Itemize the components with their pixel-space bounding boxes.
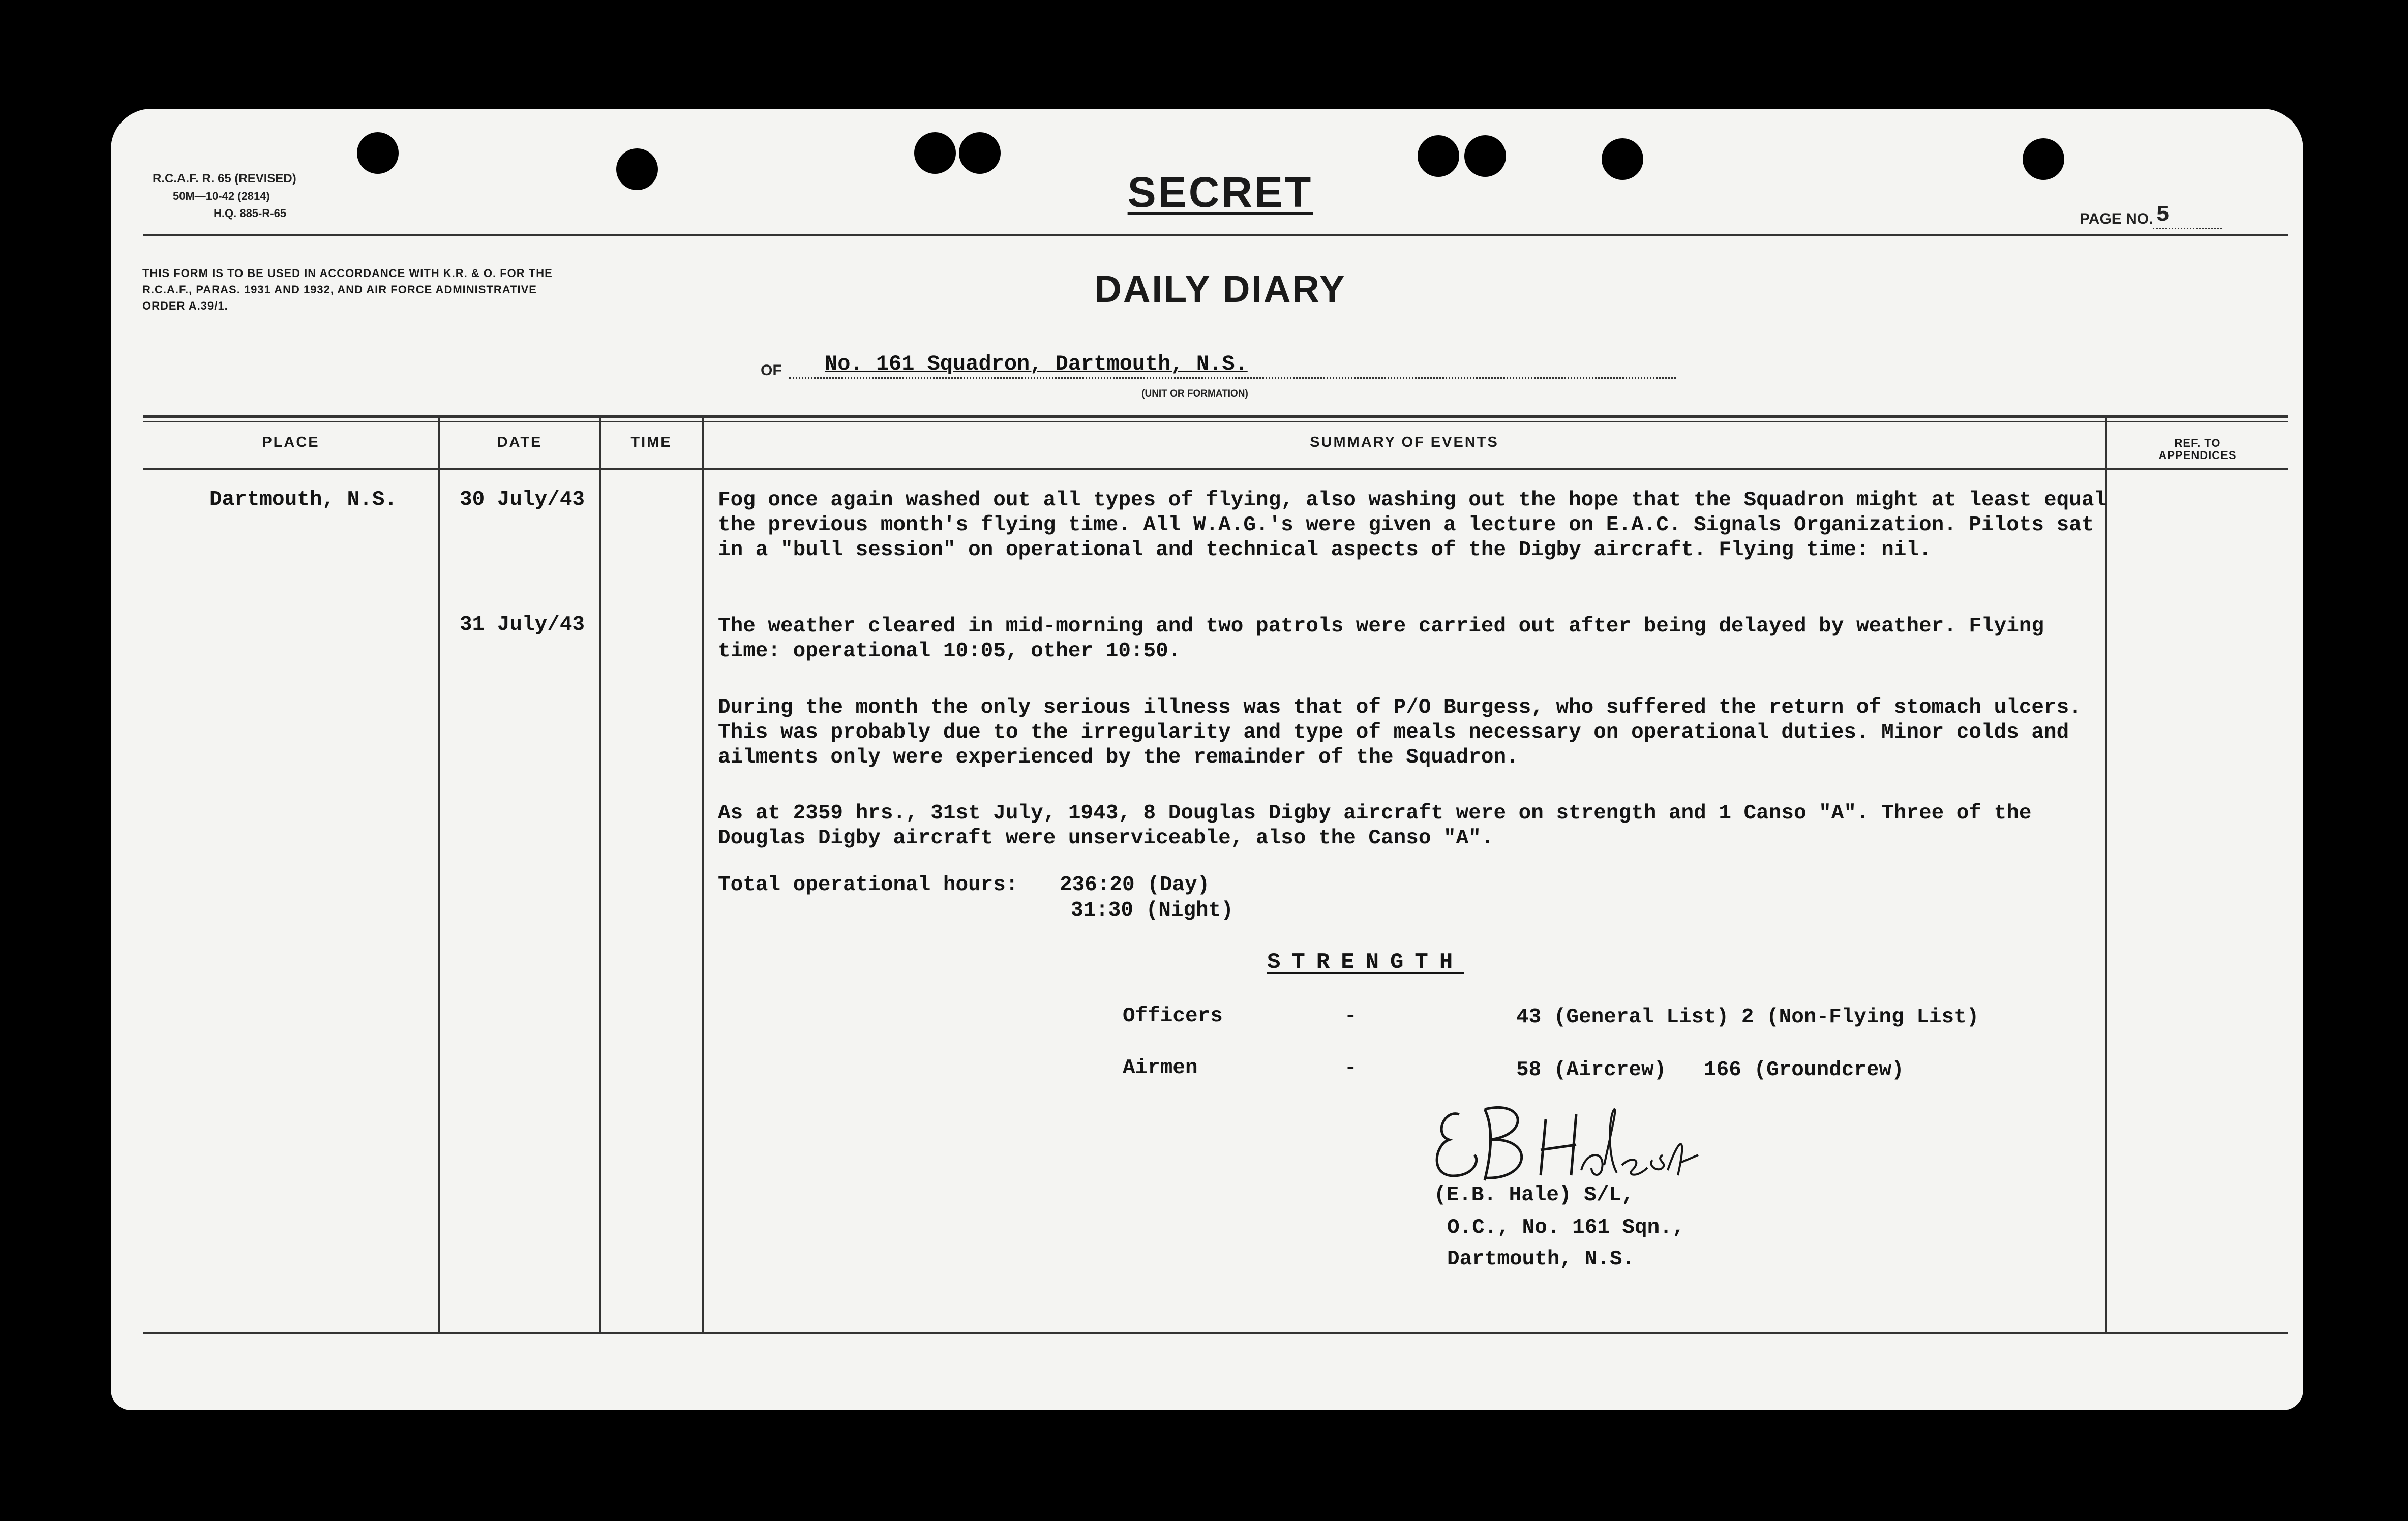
unit-caption: (UNIT OR FORMATION) [1141,388,1248,399]
total-hours-label: Total operational hours: [718,873,1018,897]
airmen-label: Airmen [1123,1056,1198,1080]
officers-value: 43 (General List) 2 (Non-Flying List) [1516,1006,1979,1029]
handwritten-signature [1424,1079,1708,1191]
classification-heading: SECRET [1127,168,1313,216]
punch-hole [1464,135,1506,177]
page-title: DAILY DIARY [1094,268,1346,310]
date-cell: 30 July/43 [460,488,585,511]
column-divider [702,418,704,1333]
header-rule [143,234,2288,236]
summary-paragraph: The weather cleared in mid-morning and two patrols were carried out after being delayed by weather. Flying time: operational 10:05, other 10:50. [718,615,2044,663]
column-header-summary: SUMMARY OF EVENTS [1310,434,1499,450]
form-notice: THIS FORM IS TO BE USED IN ACCORDANCE WITH K.R. & O. FOR THE R.C.A.F., PARAS. 1931 AND 1932, AND AIR FORCE ADMINISTRATIVE ORDER A.39/1. [142,267,553,312]
page-number-label: PAGE NO. [2080,210,2153,227]
total-hours-night: 31:30 (Night) [1071,899,1233,922]
form-ref-line: R.C.A.F. R. 65 (REVISED) [153,172,296,186]
punch-hole [959,132,1001,174]
punch-hole [616,148,658,190]
strength-heading: STRENGTH [1267,950,1464,975]
officers-label: Officers [1123,1005,1223,1028]
signature-name-line: (E.B. Hale) S/L, [1434,1183,1634,1207]
column-header-ref-line: REF. TO [2174,437,2221,449]
place-cell: Dartmouth, N.S. [209,488,398,511]
punch-hole [357,132,399,174]
punch-hole [1418,135,1459,177]
of-label: OF [761,362,782,379]
form-reference [153,170,296,222]
table-bottom-rule [143,1332,2288,1334]
airmen-dash: - [1344,1056,1357,1080]
column-header-ref [2107,437,2288,462]
column-header-place: PLACE [262,434,320,450]
signature-location-line: Dartmouth, N.S. [1447,1248,1635,1271]
date-cell: 31 July/43 [460,613,585,636]
table-top-rule [143,415,2288,418]
column-divider [599,418,601,1333]
officers-dash: - [1344,1005,1357,1028]
summary-paragraph: As at 2359 hrs., 31st July, 1943, 8 Douglas Digby aircraft were on strength and 1 Canso "A". Three of the Douglas Digby aircraft were unserviceable, also the Canso "A". [718,802,2032,850]
column-header-time: TIME [630,434,672,450]
column-header-ref-line: APPENDICES [2158,449,2237,462]
form-ref-line: H.Q. 885-R-65 [214,207,287,220]
column-divider [438,418,440,1333]
total-hours-day: 236:20 (Day) [1060,873,1210,897]
unit-field: No. 161 Squadron, Dartmouth, N.S. [789,351,1676,379]
page-number-field [2080,202,2222,232]
page-number-value: 5 [2153,202,2222,229]
summary-paragraph: During the month the only serious illness was that of P/O Burgess, who suffered the return of stomach ulcers. This was probably due to the irregularity and type of meals necessary on operational duties. Minor colds and ailments only were experienced by the remainder of the Squadron. [718,696,2082,769]
table-top-rule-second [143,421,2288,422]
signature-role-line: O.C., No. 161 Sqn., [1447,1216,1685,1239]
punch-hole [1602,138,1643,180]
punch-hole [914,132,956,174]
form-ref-line: 50M—10-42 (2814) [173,190,270,202]
column-header-date: DATE [497,434,543,450]
punch-hole [2023,138,2064,180]
column-head-rule [143,468,2288,470]
summary-paragraph: Fog once again washed out all types of flying, also washing out the hope that the Squadron might at least equal the previous month's flying time. All W.A.G.'s were given a lecture on E.A.C. Signals Organization. Pilots sat in a "bull session" on operational and technical aspects of the Digby aircraft. Flying time: nil. [718,489,2107,562]
airmen-value: 58 (Aircrew) 166 (Groundcrew) [1516,1058,1904,1082]
